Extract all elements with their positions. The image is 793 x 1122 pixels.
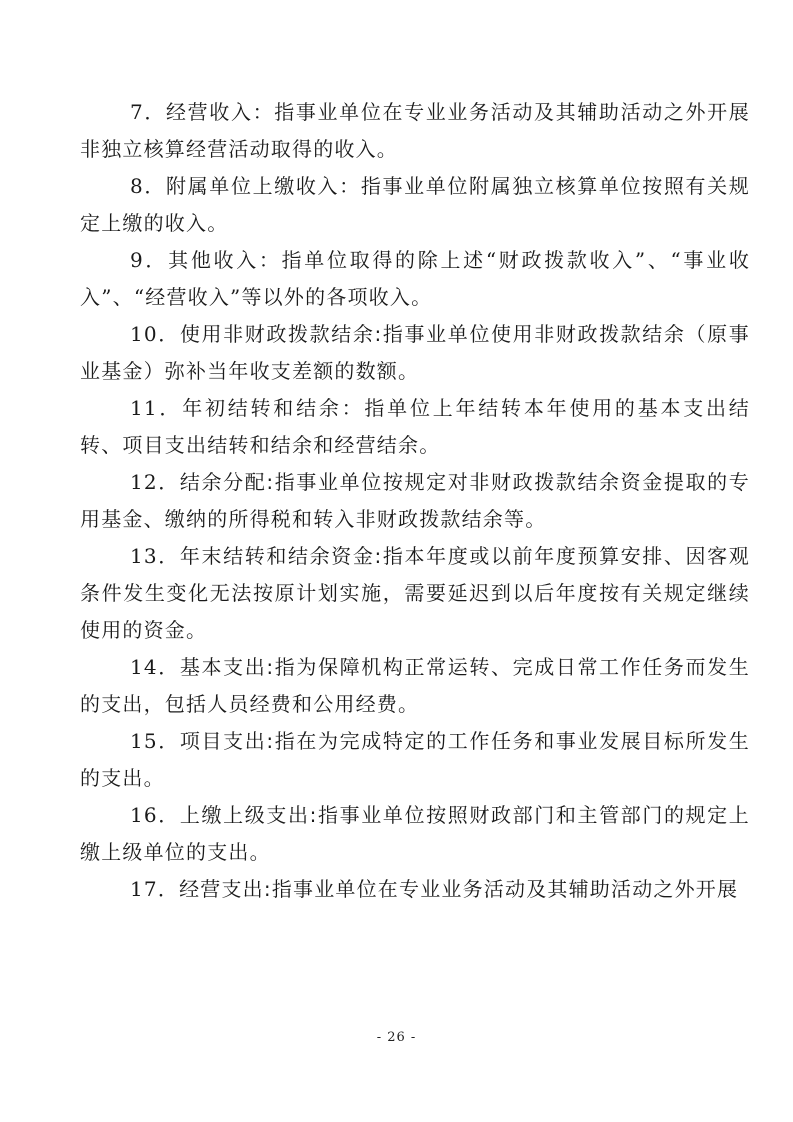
term-label: 上缴上级支出: [179, 803, 318, 827]
definition-text: 指事业单位附属独立核算单位按照有关规定上缴的收入。 [80, 174, 750, 235]
definition-text: 指单位取得的除上述“财政拨款收入”、“事业收入”、“经营收入”等以外的各项收入。 [80, 248, 751, 309]
definition-text: 指本年度或以前年度预算安排、因客观条件发生变化无法按原计划实施，需要延迟到以后年度按有关规定继续使用的资金。 [80, 544, 750, 642]
item-number: 15． [130, 729, 180, 753]
term-label: 经营支出: [179, 877, 272, 901]
definition-text: 指事业单位使用非财政拨款结余（原事业基金）弥补当年收支差额的数额。 [80, 322, 750, 383]
definition-text: 指在为完成特定的工作任务和事业发展目标所发生的支出。 [80, 729, 750, 790]
definition-text: 指事业单位在专业业务活动及其辅助活动之外开展 [271, 877, 739, 901]
paragraph-13 [80, 538, 750, 649]
paragraph-9 [80, 242, 750, 316]
term-label: 项目支出: [179, 729, 275, 753]
paragraph-8 [80, 168, 750, 242]
item-number: 16． [130, 803, 180, 827]
term-label: 经营收入： [166, 100, 275, 124]
paragraph-11 [80, 390, 750, 464]
item-number: 17． [130, 877, 180, 901]
paragraph-12 [80, 464, 750, 538]
item-number: 10． [130, 322, 180, 346]
page-number: - 26 - [376, 1030, 417, 1045]
definition-text: 指事业单位按规定对非财政拨款结余资金提取的专用基金、缴纳的所得税和转入非财政拨款结余等。 [80, 470, 750, 531]
item-number: 12． [130, 470, 180, 494]
paragraph-16 [80, 797, 750, 871]
term-label: 年末结转和结余资金: [179, 544, 383, 568]
term-label: 附属单位上缴收入： [166, 174, 361, 198]
item-number: 9． [130, 248, 169, 272]
paragraph-14 [80, 649, 750, 723]
definition-text: 指事业单位按照财政部门和主管部门的规定上缴上级单位的支出。 [80, 803, 751, 864]
definition-text: 指事业单位在专业业务活动及其辅助活动之外开展非独立核算经营活动取得的收入。 [80, 100, 751, 161]
definition-text: 指为保障机构正常运转、完成日常工作任务而发生的支出，包括人员经费和公用经费。 [80, 655, 750, 716]
term-label: 年初结转和结余： [182, 396, 365, 420]
item-number: 8． [130, 174, 167, 198]
paragraph-15 [80, 723, 750, 797]
item-number: 14． [130, 655, 180, 679]
term-label: 结余分配: [179, 470, 275, 494]
item-number: 11． [130, 396, 183, 420]
term-label: 其他收入： [168, 248, 282, 272]
definition-text: 指单位上年结转本年使用的基本支出结转、项目支出结转和结余和经营结余。 [80, 396, 750, 457]
paragraph-17 [80, 871, 750, 908]
term-label: 使用非财政拨款结余: [179, 322, 383, 346]
item-number: 7． [130, 100, 167, 124]
paragraph-10 [80, 316, 750, 390]
paragraph-7 [80, 94, 750, 168]
document-body [80, 94, 750, 908]
item-number: 13． [130, 544, 180, 568]
term-label: 基本支出: [179, 655, 275, 679]
